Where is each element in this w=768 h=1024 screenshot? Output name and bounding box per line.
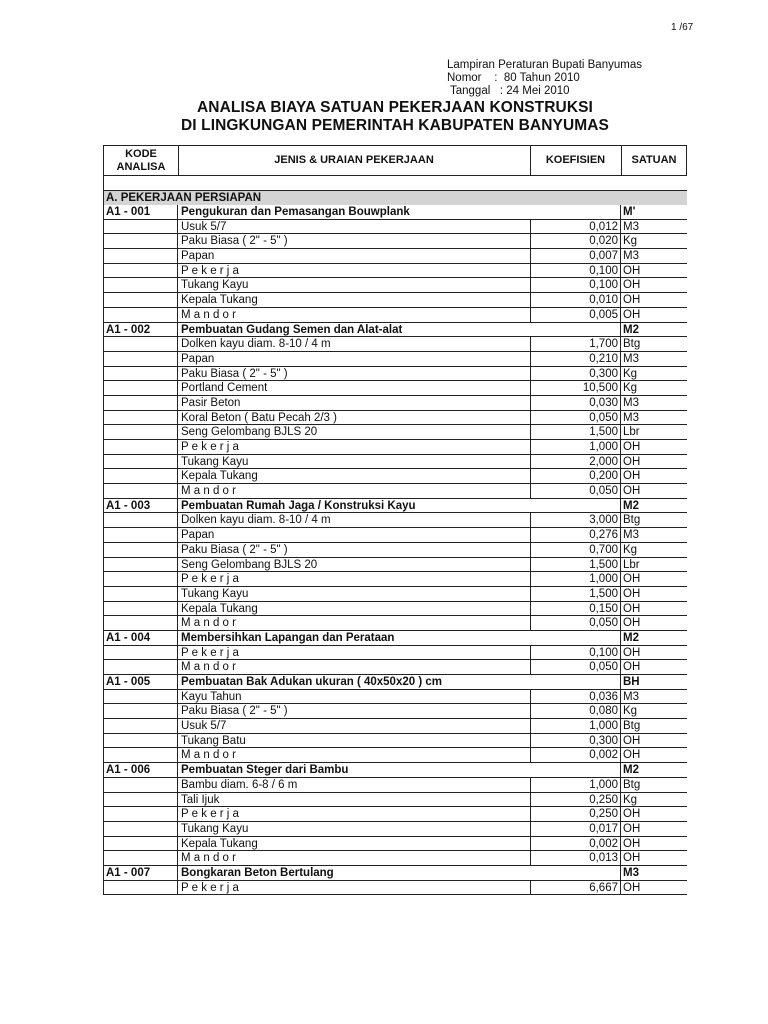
- kode-cell: [104, 440, 178, 454]
- kode-cell: [104, 278, 178, 292]
- kode-cell: A1 - 001: [104, 205, 178, 219]
- satuan-cell: M3: [623, 411, 639, 424]
- satuan-cell: M3: [623, 529, 639, 542]
- group-title-cell: Membersihkan Lapangan dan Perataan: [181, 631, 395, 644]
- lampiran-line: Lampiran Peraturan Bupati Banyumas: [447, 59, 642, 71]
- koefisien-cell: 0,300: [530, 367, 621, 381]
- satuan-cell: Kg: [623, 705, 638, 718]
- koefisien-cell: 3,000: [530, 513, 621, 527]
- satuan-cell: OH: [623, 734, 641, 747]
- table-row: [103, 602, 687, 617]
- koefisien-cell: 0,007: [530, 249, 621, 263]
- uraian-cell: Dolken kayu diam. 8-10 / 4 m: [181, 514, 331, 527]
- kode-cell: [104, 572, 178, 586]
- satuan-cell: OH: [623, 294, 641, 307]
- koefisien-cell: [530, 631, 621, 645]
- table-row: [103, 543, 687, 558]
- uraian-cell: Papan: [181, 529, 215, 542]
- satuan-cell: BH: [623, 676, 640, 688]
- kode-cell: [104, 704, 178, 718]
- koefisien-cell: [530, 866, 621, 880]
- satuan-cell: Lbr: [623, 426, 640, 439]
- lampiran-nomor: Nomor : 80 Tahun 2010: [447, 72, 580, 84]
- uraian-cell: Paku Biasa ( 2" - 5" ): [181, 367, 288, 380]
- kode-cell: [104, 646, 178, 660]
- table-row: [103, 381, 687, 396]
- kode-cell: [104, 455, 178, 469]
- group-title-cell: Bongkaran Beton Bertulang: [181, 866, 334, 879]
- table-row: [103, 352, 687, 367]
- kode-cell: [104, 484, 178, 498]
- satuan-cell: OH: [623, 661, 641, 674]
- table-row: [103, 616, 687, 631]
- satuan-cell: OH: [623, 279, 641, 292]
- table-row: [103, 660, 687, 675]
- koefisien-cell: 0,100: [530, 278, 621, 292]
- satuan-cell: Kg: [623, 367, 638, 380]
- satuan-cell: OH: [623, 470, 641, 483]
- table-row: [103, 704, 687, 719]
- koefisien-cell: 0,210: [530, 352, 621, 366]
- lampiran-tanggal: Tanggal : 24 Mei 2010: [447, 85, 570, 97]
- group-row: [103, 205, 687, 220]
- spacer-row: [103, 176, 687, 190]
- kode-cell: [104, 337, 178, 351]
- table-row: [103, 587, 687, 602]
- koefisien-cell: 0,012: [530, 220, 621, 234]
- koefisien-cell: 0,036: [530, 690, 621, 704]
- kode-cell: [104, 660, 178, 674]
- kode-cell: [104, 396, 178, 410]
- uraian-cell: M a n d o r: [181, 749, 236, 762]
- group-row: [103, 763, 687, 778]
- satuan-cell: M3: [623, 250, 639, 263]
- koefisien-cell: 0,100: [530, 264, 621, 278]
- uraian-cell: Kepala Tukang: [181, 294, 258, 307]
- uraian-cell: Tukang Kayu: [181, 455, 249, 468]
- satuan-cell: M3: [623, 396, 639, 409]
- satuan-cell: M3: [623, 866, 639, 879]
- satuan-cell: M2: [623, 764, 639, 777]
- kode-cell: A1 - 003: [104, 499, 178, 513]
- group-title-cell: Pembuatan Steger dari Bambu: [181, 764, 349, 777]
- koefisien-cell: 0,050: [530, 411, 621, 425]
- satuan-cell: M3: [623, 690, 639, 703]
- koefisien-cell: 1,000: [530, 719, 621, 733]
- satuan-cell: M2: [623, 631, 639, 644]
- uraian-cell: Usuk 5/7: [181, 220, 227, 233]
- koefisien-cell: 1,000: [530, 440, 621, 454]
- group-title-cell: Pembuatan Gudang Semen dan Alat-alat: [181, 323, 403, 336]
- kode-cell: [104, 748, 178, 762]
- koefisien-cell: 0,013: [530, 851, 621, 865]
- table-row: [103, 484, 687, 499]
- kode-cell: [104, 558, 178, 572]
- table-row: [103, 748, 687, 763]
- kode-cell: [104, 293, 178, 307]
- koefisien-cell: 0,700: [530, 543, 621, 557]
- koefisien-cell: [530, 205, 621, 219]
- satuan-cell: Lbr: [623, 558, 640, 571]
- group-row: [103, 675, 687, 690]
- satuan-cell: OH: [623, 822, 641, 835]
- kode-cell: [104, 793, 178, 807]
- table-row: [103, 396, 687, 411]
- uraian-cell: Portland Cement: [181, 382, 268, 395]
- satuan-cell: Btg: [623, 778, 641, 791]
- satuan-cell: M2: [623, 323, 639, 336]
- uraian-cell: M a n d o r: [181, 852, 236, 865]
- table-row: [103, 425, 687, 440]
- koefisien-cell: [530, 675, 621, 689]
- koefisien-cell: 0,005: [530, 308, 621, 322]
- uraian-cell: Pasir Beton: [181, 396, 241, 409]
- table-row: [103, 793, 687, 808]
- satuan-cell: OH: [623, 485, 641, 498]
- koefisien-cell: 0,010: [530, 293, 621, 307]
- kode-cell: [104, 807, 178, 821]
- table-row: [103, 837, 687, 852]
- satuan-cell: M2: [623, 499, 639, 512]
- table-row: [103, 881, 687, 896]
- uraian-cell: P e k e r j a: [181, 881, 239, 894]
- kode-cell: [104, 734, 178, 748]
- header-jenis: JENIS & URAIAN PEKERJAAN: [178, 146, 531, 175]
- group-row: [103, 323, 687, 338]
- koefisien-cell: 0,002: [530, 837, 621, 851]
- uraian-cell: M a n d o r: [181, 661, 236, 674]
- uraian-cell: Tukang Kayu: [181, 279, 249, 292]
- section-heading: A. PEKERJAAN PERSIAPAN: [103, 190, 687, 205]
- koefisien-cell: [530, 499, 621, 513]
- uraian-cell: M a n d o r: [181, 308, 236, 321]
- table-row: [103, 455, 687, 470]
- kode-cell: [104, 616, 178, 630]
- table-row: [103, 807, 687, 822]
- table-row: [103, 411, 687, 426]
- satuan-cell: OH: [623, 808, 641, 821]
- koefisien-cell: 0,050: [530, 660, 621, 674]
- koefisien-cell: 0,300: [530, 734, 621, 748]
- group-row: [103, 499, 687, 514]
- table-row: [103, 440, 687, 455]
- satuan-cell: OH: [623, 455, 641, 468]
- kode-cell: [104, 851, 178, 865]
- group-title-cell: Pembuatan Bak Adukan ukuran ( 40x50x20 ) cm: [181, 676, 442, 688]
- table-body: [103, 205, 687, 895]
- table-row: [103, 249, 687, 264]
- table-row: [103, 469, 687, 484]
- uraian-cell: Tukang Kayu: [181, 822, 249, 835]
- kode-cell: [104, 425, 178, 439]
- kode-cell: A1 - 002: [104, 323, 178, 337]
- uraian-cell: Bambu diam. 6-8 / 6 m: [181, 778, 298, 791]
- satuan-cell: M': [623, 206, 636, 218]
- kode-cell: [104, 249, 178, 263]
- kode-cell: [104, 264, 178, 278]
- satuan-cell: Kg: [623, 382, 638, 395]
- koefisien-cell: 0,100: [530, 646, 621, 660]
- satuan-cell: OH: [623, 587, 641, 600]
- kode-cell: [104, 881, 178, 895]
- document-title: [90, 99, 700, 135]
- koefisien-cell: [530, 323, 621, 337]
- table-row: [103, 778, 687, 793]
- uraian-cell: Kepala Tukang: [181, 837, 258, 850]
- kode-cell: [104, 543, 178, 557]
- table-row: [103, 528, 687, 543]
- kode-cell: [104, 587, 178, 601]
- kode-cell: A1 - 007: [104, 866, 178, 880]
- uraian-cell: Tukang Batu: [181, 734, 246, 747]
- table-row: [103, 572, 687, 587]
- uraian-cell: Usuk 5/7: [181, 720, 227, 733]
- kode-cell: [104, 411, 178, 425]
- table-row: [103, 690, 687, 705]
- koefisien-cell: 0,017: [530, 822, 621, 836]
- group-title-cell: Pengukuran dan Pemasangan Bouwplank: [181, 206, 410, 218]
- group-row: [103, 631, 687, 646]
- koefisien-cell: 10,500: [530, 381, 621, 395]
- table-row: [103, 646, 687, 661]
- uraian-cell: Seng Gelombang BJLS 20: [181, 558, 318, 571]
- kode-cell: A1 - 005: [104, 675, 178, 689]
- koefisien-cell: 0,080: [530, 704, 621, 718]
- satuan-cell: Btg: [623, 514, 641, 527]
- kode-cell: [104, 220, 178, 234]
- table-row: [103, 308, 687, 323]
- satuan-cell: M3: [623, 352, 639, 365]
- kode-cell: A1 - 004: [104, 631, 178, 645]
- table-header: [103, 145, 687, 176]
- koefisien-cell: 0,276: [530, 528, 621, 542]
- header-koefisien: KOEFISIEN: [530, 146, 622, 175]
- kode-cell: [104, 469, 178, 483]
- uraian-cell: Paku Biasa ( 2" - 5" ): [181, 705, 288, 718]
- uraian-cell: Paku Biasa ( 2" - 5" ): [181, 235, 288, 248]
- satuan-cell: OH: [623, 881, 641, 894]
- koefisien-cell: [530, 763, 621, 777]
- lampiran-block: [447, 59, 642, 98]
- uraian-cell: Tukang Kayu: [181, 587, 249, 600]
- kode-cell: [104, 528, 178, 542]
- uraian-cell: Kepala Tukang: [181, 470, 258, 483]
- uraian-cell: P e k e r j a: [181, 646, 239, 659]
- page-number: 1 /67: [671, 22, 694, 33]
- kode-cell: [104, 602, 178, 616]
- kode-cell: [104, 381, 178, 395]
- koefisien-cell: 0,200: [530, 469, 621, 483]
- group-title-cell: Pembuatan Rumah Jaga / Konstruksi Kayu: [181, 499, 416, 512]
- header-satuan: SATUAN: [631, 154, 677, 166]
- table-row: [103, 337, 687, 352]
- satuan-cell: Btg: [623, 720, 641, 733]
- satuan-cell: OH: [623, 573, 641, 586]
- uraian-cell: P e k e r j a: [181, 808, 239, 821]
- uraian-cell: Tali Ijuk: [181, 793, 220, 806]
- uraian-cell: Papan: [181, 250, 215, 263]
- koefisien-cell: 0,150: [530, 602, 621, 616]
- uraian-cell: Kepala Tukang: [181, 602, 258, 615]
- uraian-cell: Paku Biasa ( 2" - 5" ): [181, 543, 288, 556]
- koefisien-cell: 0,250: [530, 807, 621, 821]
- title-line-2: DI LINGKUNGAN PEMERINTAH KABUPATEN BANYUMAS: [181, 117, 609, 134]
- kode-cell: [104, 837, 178, 851]
- koefisien-cell: 0,250: [530, 793, 621, 807]
- title-line-1: ANALISA BIAYA SATUAN PEKERJAAN KONSTRUKSI: [197, 99, 593, 116]
- koefisien-cell: 0,020: [530, 234, 621, 248]
- table-row: [103, 734, 687, 749]
- table-row: [103, 719, 687, 734]
- satuan-cell: Kg: [623, 235, 638, 248]
- satuan-cell: OH: [623, 308, 641, 321]
- kode-cell: [104, 308, 178, 322]
- satuan-cell: OH: [623, 852, 641, 865]
- uraian-cell: P e k e r j a: [181, 441, 239, 453]
- satuan-cell: OH: [623, 646, 641, 659]
- satuan-cell: Kg: [623, 793, 638, 806]
- koefisien-cell: 1,700: [530, 337, 621, 351]
- uraian-cell: Papan: [181, 352, 215, 365]
- uraian-cell: M a n d o r: [181, 617, 236, 630]
- kode-cell: [104, 822, 178, 836]
- kode-cell: [104, 352, 178, 366]
- koefisien-cell: 0,050: [530, 484, 621, 498]
- satuan-cell: OH: [623, 837, 641, 850]
- table-row: [103, 293, 687, 308]
- kode-cell: [104, 778, 178, 792]
- header-kode-line1: KODE: [125, 147, 157, 160]
- koefisien-cell: 1,000: [530, 778, 621, 792]
- table-row: [103, 513, 687, 528]
- koefisien-cell: 0,002: [530, 748, 621, 762]
- kode-cell: [104, 367, 178, 381]
- table-row: [103, 278, 687, 293]
- koefisien-cell: 1,500: [530, 587, 621, 601]
- kode-cell: [104, 513, 178, 527]
- satuan-cell: Btg: [623, 338, 641, 351]
- header-kode: [104, 146, 179, 175]
- table-row: [103, 558, 687, 573]
- koefisien-cell: 0,050: [530, 616, 621, 630]
- satuan-cell: OH: [623, 617, 641, 630]
- table-row: [103, 822, 687, 837]
- group-row: [103, 866, 687, 881]
- satuan-cell: M3: [623, 220, 639, 233]
- koefisien-cell: 2,000: [530, 455, 621, 469]
- kode-cell: [104, 234, 178, 248]
- satuan-cell: OH: [623, 264, 641, 277]
- koefisien-cell: 1,000: [530, 572, 621, 586]
- kode-cell: A1 - 006: [104, 763, 178, 777]
- satuan-cell: Kg: [623, 543, 638, 556]
- satuan-cell: OH: [623, 602, 641, 615]
- uraian-cell: M a n d o r: [181, 485, 236, 498]
- table-row: [103, 851, 687, 866]
- koefisien-cell: 6,667: [530, 881, 621, 895]
- table-row: [103, 264, 687, 279]
- satuan-cell: OH: [623, 749, 641, 762]
- uraian-cell: P e k e r j a: [181, 573, 239, 586]
- kode-cell: [104, 690, 178, 704]
- header-kode-line2: ANALISA: [116, 160, 166, 173]
- uraian-cell: Koral Beton ( Batu Pecah 2/3 ): [181, 411, 337, 424]
- koefisien-cell: 0,030: [530, 396, 621, 410]
- table-row: [103, 367, 687, 382]
- uraian-cell: P e k e r j a: [181, 264, 239, 277]
- table-row: [103, 234, 687, 249]
- uraian-cell: Dolken kayu diam. 8-10 / 4 m: [181, 338, 331, 351]
- satuan-cell: OH: [623, 441, 641, 453]
- table-row: [103, 220, 687, 235]
- analysis-table: [103, 145, 687, 895]
- koefisien-cell: 1,500: [530, 558, 621, 572]
- kode-cell: [104, 719, 178, 733]
- koefisien-cell: 1,500: [530, 425, 621, 439]
- uraian-cell: Seng Gelombang BJLS 20: [181, 426, 318, 439]
- uraian-cell: Kayu Tahun: [181, 690, 242, 703]
